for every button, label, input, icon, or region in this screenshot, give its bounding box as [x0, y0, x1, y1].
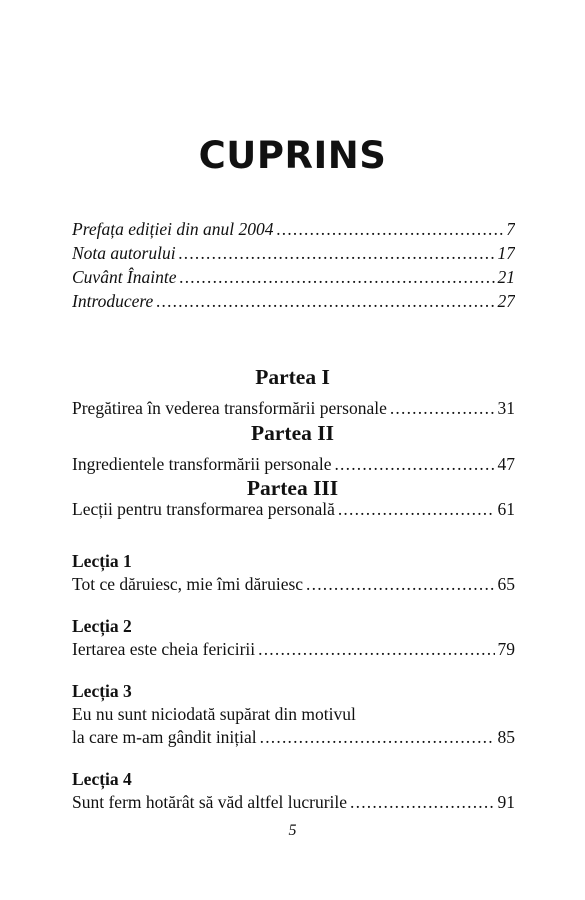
toc-entry-page: 91	[497, 792, 515, 812]
toc-entry-lesson-2[interactable]	[72, 637, 515, 661]
page-number: 5	[288, 822, 297, 839]
dot-leader	[334, 452, 494, 476]
toc-entry-label: Introducere	[72, 291, 154, 311]
toc-entry-lesson-3[interactable]	[72, 725, 515, 749]
toc-entry-label: Ingredientele transformării personale	[72, 454, 332, 474]
toc-entry-page: 65	[497, 574, 515, 594]
toc-entry-lesson-3-line-1[interactable]: Eu nu sunt niciodată supărat din motivul	[72, 704, 356, 724]
toc-entry-label: Sunt ferm hotărât să văd altfel lucrurile	[72, 792, 348, 812]
toc-entry-page: 79	[497, 639, 515, 659]
toc-entry-label: Iertarea este cheia fericirii	[72, 639, 256, 659]
toc-entry-page: 21	[497, 267, 515, 287]
toc-entry-lesson-4[interactable]	[72, 790, 515, 814]
toc-entry-page: 17	[497, 243, 515, 263]
dot-leader	[179, 241, 495, 265]
page-title: CUPRINS	[198, 134, 387, 177]
toc-entry-page: 31	[497, 398, 515, 418]
toc-entry-page: 7	[506, 219, 515, 239]
toc-entry-label: la care m-am gândit inițial	[72, 727, 257, 747]
lesson-1-heading: Lecția 1	[72, 551, 132, 571]
toc-entry-part-3[interactable]	[72, 497, 515, 521]
toc-entry-introduction[interactable]	[72, 289, 515, 313]
toc-entry-part-2[interactable]	[72, 452, 515, 476]
toc-entry-page: 85	[497, 727, 515, 747]
dot-leader	[306, 572, 494, 596]
toc-entry-page: 61	[497, 499, 515, 519]
toc-entry-label: Tot ce dăruiesc, mie îmi dăruiesc	[72, 574, 304, 594]
dot-leader	[180, 265, 495, 289]
lesson-4-heading: Lecția 4	[72, 769, 132, 789]
lesson-2-heading: Lecția 2	[72, 616, 132, 636]
toc-entry-part-1[interactable]	[72, 396, 515, 420]
toc-entry-foreword[interactable]	[72, 265, 515, 289]
dot-leader	[260, 725, 495, 749]
dot-leader	[338, 497, 495, 521]
toc-entry-page: 27	[497, 291, 515, 311]
toc-entry-author-note[interactable]	[72, 241, 515, 265]
toc-entry-page: 47	[497, 454, 515, 474]
dot-leader	[390, 396, 495, 420]
part-2-heading: Partea II	[251, 421, 334, 445]
toc-entry-preface[interactable]	[72, 217, 515, 241]
toc-entry-label: Lecții pentru transformarea personală	[72, 499, 335, 519]
toc-entry-label: Cuvânt Înainte	[72, 267, 177, 287]
toc-entry-label: Pregătirea în vederea transformării personale	[72, 398, 387, 418]
toc-entry-label: Nota autorului	[72, 243, 176, 263]
lesson-3-heading: Lecția 3	[72, 681, 132, 701]
dot-leader	[277, 217, 504, 241]
part-3-heading: Partea III	[246, 476, 339, 500]
dot-leader	[350, 790, 494, 814]
dot-leader	[156, 289, 494, 313]
part-1-heading: Partea I	[255, 365, 330, 389]
toc-entry-lesson-1[interactable]	[72, 572, 515, 596]
dot-leader	[258, 637, 494, 661]
toc-entry-label: Prefața ediției din anul 2004	[72, 219, 274, 239]
